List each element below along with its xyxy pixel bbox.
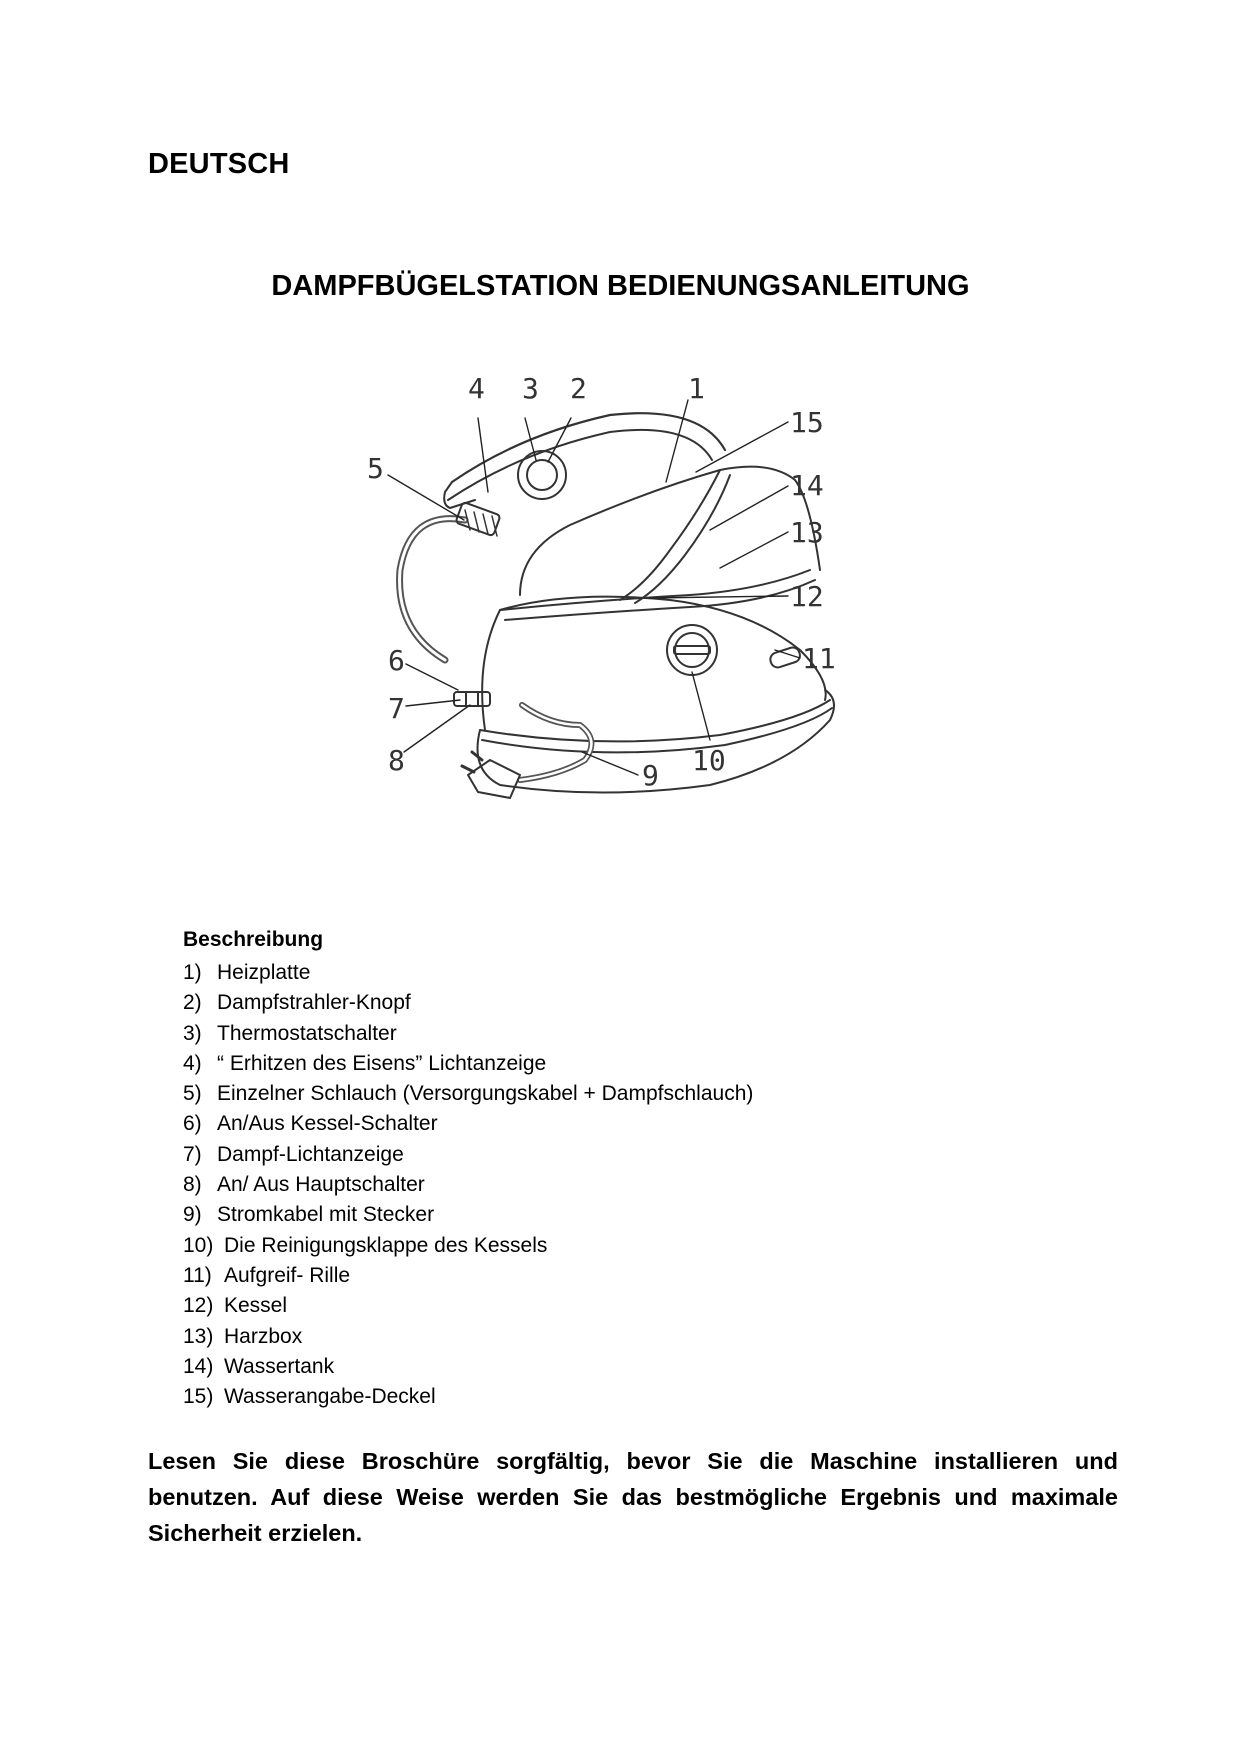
callout-15: 15 — [790, 406, 824, 439]
steam-station-diagram — [367, 372, 930, 900]
list-item: 10) Die Reinigungsklappe des Kessels — [183, 1233, 548, 1257]
page-title: DAMPFBÜGELSTATION BEDIENUNGSANLEITUNG — [271, 270, 970, 302]
callout-12: 12 — [790, 580, 824, 613]
callout-13: 13 — [790, 516, 824, 549]
iron-handle — [452, 413, 725, 482]
list-item: 11) Aufgreif- Rille — [183, 1263, 351, 1287]
water-tank — [520, 467, 820, 595]
list-item: 4) “ Erhitzen des Eisens” Lichtanzeige — [183, 1051, 547, 1075]
list-item: 13) Harzbox — [183, 1324, 303, 1348]
list-item: 1) Heizplatte — [183, 961, 311, 984]
callout-9: 9 — [642, 759, 659, 792]
list-item: 8) An/ Aus Hauptschalter — [183, 1173, 425, 1197]
parts-list — [183, 958, 1083, 1412]
callout-10: 10 — [692, 744, 726, 777]
list-item: 14) Wassertank — [183, 1354, 335, 1378]
list-item: 12) Kessel — [183, 1294, 288, 1318]
list-item: 7) Dampf-Lichtanzeige — [183, 1142, 404, 1166]
safety-notice: Lesen Sie diese Broschüre sorgfältig, bevor Sie die Maschine installieren und benutzen. Auf diese Weise werden Sie das bestmögliche Ergebnis und maximale Sicherheit erzielen. — [148, 1448, 1118, 1546]
callout-4: 4 — [468, 372, 485, 405]
callout-7: 7 — [388, 692, 405, 725]
callout-1: 1 — [688, 372, 705, 405]
power-cord — [520, 705, 591, 780]
callout-2: 2 — [570, 372, 587, 405]
callout-8: 8 — [388, 744, 405, 777]
switch-panel — [454, 692, 490, 706]
language-heading: DEUTSCH — [148, 148, 290, 180]
list-item: 9) Stromkabel mit Stecker — [183, 1203, 435, 1227]
callout-5: 5 — [367, 452, 384, 485]
list-item: 2) Dampfstrahler-Knopf — [183, 991, 411, 1015]
callout-6: 6 — [388, 644, 405, 677]
list-item: 6) An/Aus Kessel-Schalter — [183, 1112, 438, 1136]
power-plug — [468, 760, 520, 798]
description-section — [183, 926, 1083, 1412]
callout-14: 14 — [790, 469, 824, 502]
list-item: 15) Wasserangabe-Deckel — [183, 1385, 436, 1409]
list-item: 3) Thermostatschalter — [183, 1021, 397, 1045]
callout-3: 3 — [522, 372, 539, 405]
list-item: 5) Einzelner Schlauch (Versorgungskabel + Dampfschlauch) — [183, 1082, 754, 1106]
description-heading: Beschreibung — [183, 928, 324, 951]
thermostat-dial — [518, 451, 566, 499]
callout-11: 11 — [802, 642, 836, 675]
